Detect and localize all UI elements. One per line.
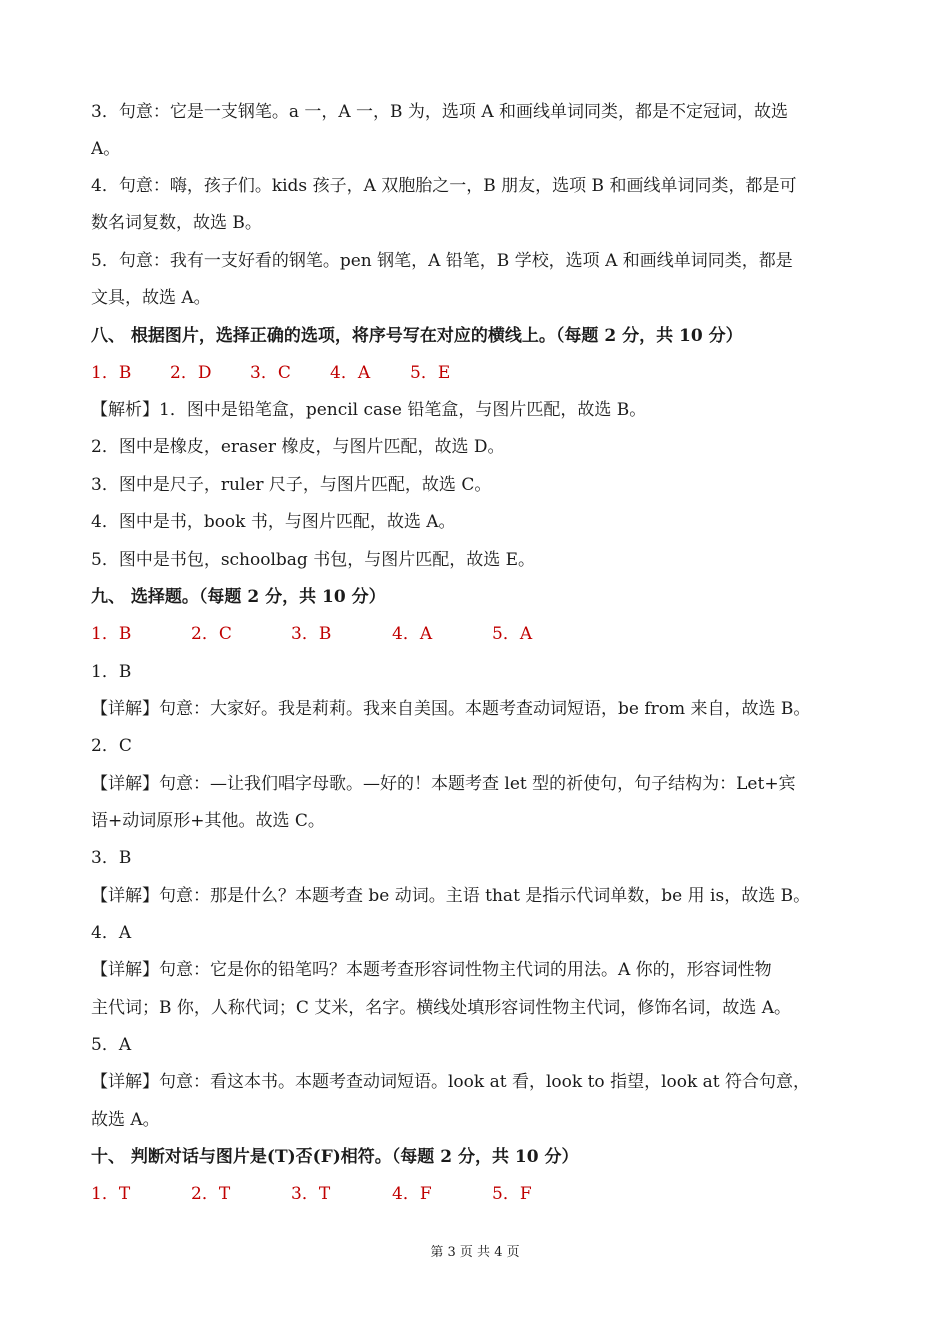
answer-item: 2．D (170, 363, 212, 383)
explanation-line: 3．图中是尺子，ruler 尺子，与图片匹配，故选 C。 (91, 475, 492, 495)
explanation-line: 【详解】句意：—让我们唱字母歌。—好的！本题考查 let 型的祈使句，句子结构为：Let+宾 (91, 774, 796, 794)
text-line: 文具，故选 A。 (91, 288, 211, 308)
page-footer: 第 3 页 共 4 页 (430, 1245, 520, 1260)
explanation-line: 【解析】1．图中是铅笔盒，pencil case 铅笔盒，与图片匹配，故选 B。 (91, 400, 647, 420)
section-9-answers (91, 622, 870, 646)
answer-item: 3．B (291, 624, 332, 644)
explanation-line: 1．B (91, 662, 132, 682)
section-8-answers (91, 361, 870, 385)
answer-item: 2．T (191, 1184, 231, 1204)
explanation-line: 4．A (91, 923, 132, 943)
answer-item: 3．C (250, 363, 291, 383)
text-line: A。 (91, 139, 121, 159)
answer-item: 1．T (91, 1184, 131, 1204)
answer-item: 4．A (330, 363, 371, 383)
answer-item: 5．F (492, 1184, 532, 1204)
explanation-line: 故选 A。 (91, 1110, 160, 1130)
section-10-heading: 十、 判断对话与图片是(T)否(F)相符。（每题 2 分，共 10 分） (91, 1147, 579, 1167)
answer-item: 1．B (91, 624, 132, 644)
explanation-line: 【详解】句意：看这本书。本题考查动词短语。look at 看，look to 指望，look at 符合句意， (91, 1072, 811, 1092)
explanation-line: 3．B (91, 848, 132, 868)
text-line: 4．句意：嗨，孩子们。kids 孩子，A 双胞胎之一，B 朋友，选项 B 和画线单词同类，都是可 (91, 176, 797, 196)
explanation-line: 5．A (91, 1035, 132, 1055)
section-9-heading: 九、 选择题。（每题 2 分，共 10 分） (91, 587, 386, 607)
text-line: 数名词复数，故选 B。 (91, 213, 262, 233)
explanation-line: 主代词；B 你，人称代词；C 艾米，名字。横线处填形容词性物主代词，修饰名词，故选 A。 (91, 998, 791, 1018)
explanation-line: 【详解】句意：它是你的铅笔吗？本题考查形容词性物主代词的用法。A 你的，形容词性物 (91, 960, 772, 980)
explanation-line: 语+动词原形+其他。故选 C。 (91, 811, 325, 831)
explanation-line: 2．C (91, 736, 132, 756)
explanation-line: 5．图中是书包，schoolbag 书包，与图片匹配，故选 E。 (91, 550, 536, 570)
answer-item: 4．A (392, 624, 433, 644)
answer-item: 1．B (91, 363, 132, 383)
explanation-line: 【详解】句意：大家好。我是莉莉。我来自美国。本题考查动词短语，be from 来自，故选 B。 (91, 699, 811, 719)
answer-item: 3．T (291, 1184, 331, 1204)
answer-item: 5．A (492, 624, 533, 644)
section-8-heading: 八、 根据图片，选择正确的选项，将序号写在对应的横线上。（每题 2 分，共 10 分） (91, 326, 743, 346)
answer-item: 5．E (410, 363, 451, 383)
section-10-answers (91, 1182, 870, 1206)
text-line: 5．句意：我有一支好看的钢笔。pen 钢笔，A 铅笔，B 学校，选项 A 和画线单词同类，都是 (91, 251, 793, 271)
text-line: 3．句意：它是一支钢笔。a 一，A 一，B 为，选项 A 和画线单词同类，都是不定冠词，故选 (91, 102, 789, 122)
explanation-line: 4．图中是书，book 书，与图片匹配，故选 A。 (91, 512, 456, 532)
explanation-line: 2．图中是橡皮，eraser 橡皮，与图片匹配，故选 D。 (91, 437, 505, 457)
explanation-line: 【详解】句意：那是什么？本题考查 be 动词。主语 that 是指示代词单数，be 用 is，故选 B。 (91, 886, 811, 906)
answer-item: 2．C (191, 624, 232, 644)
answer-item: 4．F (392, 1184, 432, 1204)
